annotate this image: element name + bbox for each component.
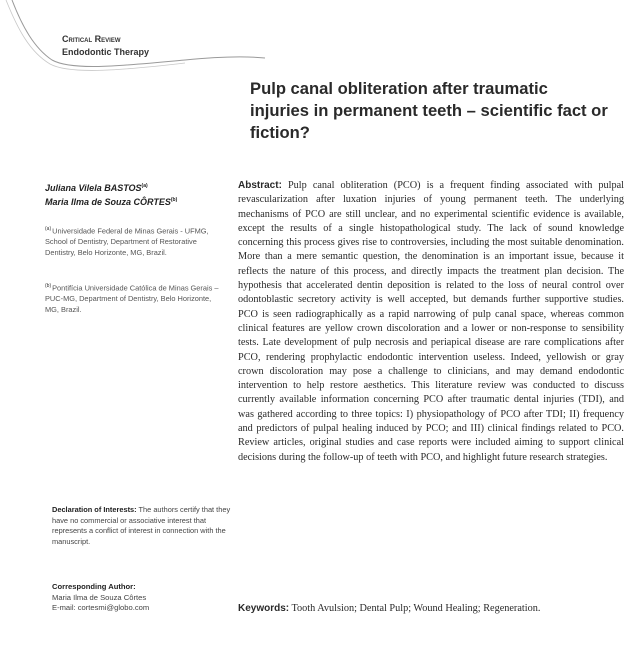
author-list xyxy=(45,180,245,208)
abstract xyxy=(238,179,624,465)
author-name: Juliana Vilela BASTOS xyxy=(45,183,142,193)
affiliation-marker: (b) xyxy=(45,283,52,289)
abstract-label: Abstract: xyxy=(238,180,282,191)
author-affiliation-marker: (a) xyxy=(141,183,148,189)
affiliation-marker: (a) xyxy=(45,226,52,232)
article-title: Pulp canal obliteration after traumatic injuries in permanent teeth – scientific fact or fiction? xyxy=(250,79,608,142)
keywords-text: Tooth Avulsion; Dental Pulp; Wound Healing; Regeneration. xyxy=(291,603,541,614)
corresponding-label: Corresponding Author: xyxy=(52,582,136,591)
affiliation-text: Universidade Federal de Minas Gerais - UFMG, School of Dentistry, Department of Restorative Dentistry, Belo Horizonte, MG, Brazil. xyxy=(45,226,209,258)
declaration-of-interests xyxy=(52,505,232,547)
affiliation-text: Pontifícia Universidade Católica de Minas Gerais – PUC-MG, Department of Dentistry, Belo Horizonte, MG, Brazil. xyxy=(45,283,219,315)
corresponding-author xyxy=(52,582,232,614)
keywords xyxy=(238,602,624,616)
declaration-text: The authors certify that they have no commercial or associative interest that represents a conflict of interest in connection with the manuscript. xyxy=(52,505,231,546)
keywords-label: Keywords: xyxy=(238,603,290,614)
corresponding-name: Maria Ilma de Souza Côrtes xyxy=(52,592,147,602)
section-header xyxy=(62,33,149,59)
section-subcategory: Endodontic Therapy xyxy=(62,47,150,57)
author-name: Maria Ilma de Souza CÔRTES xyxy=(45,197,171,207)
section-category: Critical Review xyxy=(62,34,121,44)
author-1 xyxy=(45,180,245,194)
author-2 xyxy=(45,194,245,208)
corresponding-email: E-mail: cortesmi@globo.com xyxy=(52,603,150,612)
declaration-label: Declaration of Interests: xyxy=(52,505,137,514)
author-affiliation-marker: (b) xyxy=(170,197,178,203)
affiliation-b xyxy=(45,281,225,316)
affiliation-a xyxy=(45,224,225,259)
abstract-text: Pulp canal obliteration (PCO) is a frequent finding associated with pulpal revascularization after luxation injuries of young permanent teeth. The underlying mechanisms of PCO are still unclear, and no experimental scientific evidence is available, except the results of a single histopathological study. The lack of sound knowledge concerning this process gives rise to controversies, including the most suitable denomination. More than a mere semantic question, the denomination is an important issue, because it reflects the nature of this process, and directly impacts the treatment plan decision. The hypothesis that accelerated dentin deposition is related to the loss of neural control over odontoblastic secretory activity is well accepted, but demands further supportive studies. PCO is seen radiographically as a rapid narrowing of pulp canal space, whereas common clinical features are yellow crown discoloration and a lower or non-response to sensibility tests. Late development of pulp necrosis and periapical disease are rare complications after PCO, rendering prophylactic endodontic intervention useless. Indeed, yellowish or gray crown discoloration may pose a challenge to clinicians, and may demand endodontic intervention to help restore aesthetics. This literature review was conducted to discuss currently available information concerning PCO after traumatic dental injuries (TDI), and was gathered according to three topics: I) physiopathology of PCO after TDI; II) frequency and predictors of pulpal healing induced by PCO; and III) clinical findings related to PCO. Review articles, original studies and case reports were included aiming to support clinical decisions during the follow-up of teeth with PCO, and highlight future research strategies. xyxy=(238,180,625,463)
